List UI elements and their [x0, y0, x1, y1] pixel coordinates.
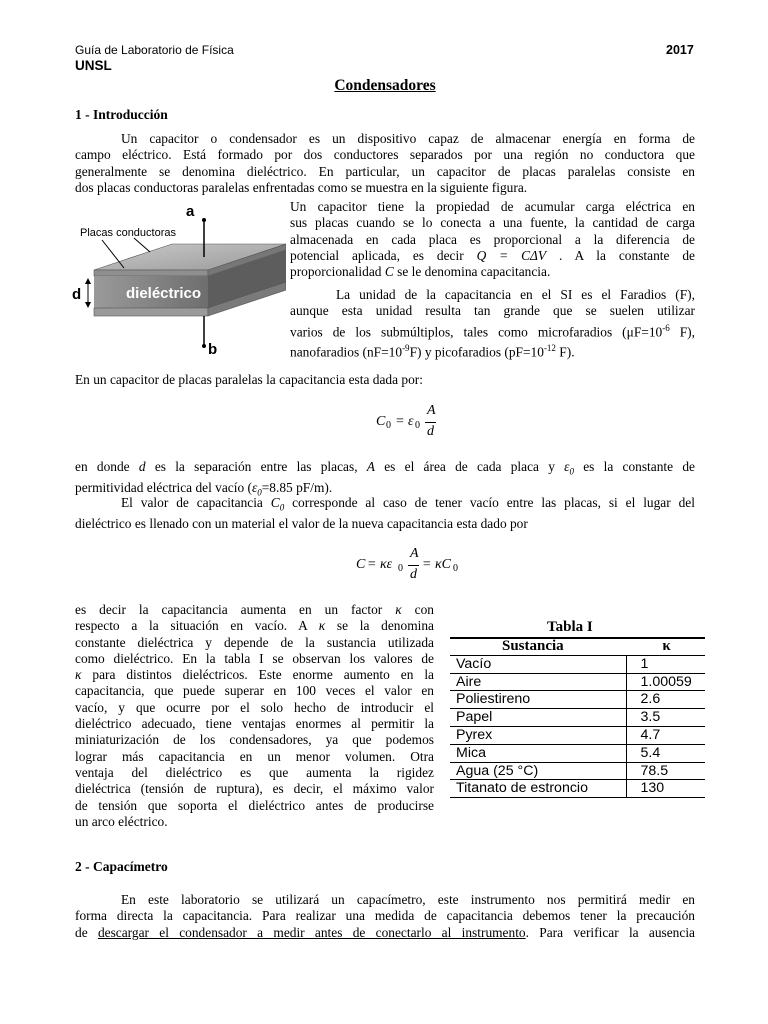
text-line: [75, 459, 695, 480]
text-line: almacenada en cada placa es proporcional a la diferencia de: [290, 231, 695, 247]
text-line: dieléctrico adecuado, tiene ventajas enormes al permitir la: [75, 716, 434, 732]
var-c0: [270, 495, 285, 513]
text-line: [75, 925, 695, 941]
label-b: b: [208, 341, 218, 358]
text-line: constante dieléctrica y depende de la sustancia utilizada: [75, 634, 434, 650]
formula-q-cdv: Q = CΔV: [476, 247, 547, 263]
cell-sustancia: Mica: [450, 744, 626, 762]
text-fragment: varios de los submúltiplos, tales como microfaradios (μF=10: [290, 324, 663, 340]
cell-kappa: 1: [640, 655, 649, 672]
text-fragment: es la separación entre las placas,: [154, 459, 358, 474]
var-epsilon0: [251, 479, 262, 498]
label-dielectric: dieléctrico: [126, 285, 202, 302]
dielectric-paragraph: [75, 495, 695, 532]
cell-kappa: 1.00059: [640, 673, 692, 690]
table-row: [450, 780, 705, 798]
c-symbol: C: [270, 495, 280, 510]
kappa-symbol: κ: [75, 667, 82, 683]
text-fragment: =8.85 pF/m).: [261, 479, 333, 495]
text-fragment: F).: [559, 344, 575, 360]
text-line: Un capacitor o condensador es un dispositivo capaz de almacenar energía en forma de: [121, 131, 695, 146]
kappa-paragraph: [75, 602, 434, 830]
header-institution: UNSL: [75, 58, 112, 73]
header-sustancia: Sustancia: [502, 638, 564, 654]
cell-kappa: 2.6: [640, 691, 661, 708]
text-fragment: F) y picofaradios (pF=10: [409, 344, 544, 360]
cell-kappa: 130: [640, 780, 665, 797]
text-fragment: para distintos dieléctricos. Este enorme aumento en la: [92, 667, 434, 683]
text-line: dos placas conductoras paralelas enfrentadas como se muestra en la siguiente figura.: [75, 179, 528, 195]
epsilon-sub: 0: [257, 487, 262, 498]
cell-sustancia: Aire: [450, 673, 626, 691]
eq2-rhs: = κC: [422, 557, 452, 572]
section-heading-intro: 1 - Introducción: [75, 107, 168, 122]
text-line: [290, 320, 695, 341]
text-line: sus placas cuando se lo conecta a una fuente, la cantidad de carga: [290, 215, 695, 231]
cell-kappa: 78.5: [640, 762, 669, 779]
text-line: un arco eléctrico.: [75, 813, 168, 829]
eq1-epsilon-sub: 0: [415, 420, 420, 431]
capacitance-paragraph: [290, 199, 695, 280]
text-fragment: proporcionalidad: [290, 264, 382, 280]
label-d: d: [72, 286, 82, 303]
kappa-symbol: κ: [395, 602, 402, 617]
underlined-warning: descargar el condensador a medir antes de conectarlo al instrumento: [97, 924, 526, 940]
table-row: [450, 691, 705, 709]
text-line: [290, 340, 695, 361]
text-fragment: nanofaradios (nF=10: [290, 344, 403, 360]
epsilon-symbol: ε: [251, 479, 258, 495]
cell-kappa: 4.7: [640, 726, 661, 743]
page-title: Condensadores: [334, 77, 436, 94]
capacitor-figure: [72, 200, 286, 358]
intro-paragraph: [75, 131, 695, 196]
text-line: dieléctrica (tensión de ruptura), es decir, el máximo valor: [75, 781, 434, 797]
text-fragment: El valor de capacitancia: [121, 495, 263, 510]
text-line: capacitancia, que puede superar en 100 veces el valor en: [75, 683, 434, 699]
table-row: [450, 709, 705, 727]
table-caption: Tabla I: [547, 619, 593, 635]
label-a: a: [186, 203, 195, 220]
terminal-a: [202, 218, 206, 222]
eq2-kappa-eps: = κε: [367, 557, 393, 572]
text-fragment: corresponde al caso de tener vacío entre las placas, si el lugar del: [292, 495, 695, 510]
text-fragment: es la constante de: [583, 459, 695, 474]
exponent: -9: [402, 343, 410, 354]
table-row: [450, 744, 705, 762]
text-fragment: se le denomina capacitancia.: [397, 264, 551, 280]
text-line: vacío, y que ocurre por el solo hecho de introducir el: [75, 699, 434, 715]
cell-sustancia: Poliestireno: [450, 691, 626, 709]
text-fragment: es el área de cada placa y: [384, 459, 555, 474]
text-fragment: . Para verificar la ausencia: [525, 924, 695, 940]
text-fragment: de: [75, 924, 88, 940]
text-fragment: en donde: [75, 459, 130, 474]
header-year: 2017: [666, 43, 694, 57]
cell-kappa: 3.5: [640, 709, 661, 726]
dielectric-table: [450, 638, 705, 798]
plate-pointer-upper: [134, 238, 150, 252]
eq2-rhs-sub: 0: [453, 563, 458, 574]
epsilon-symbol: ε: [564, 459, 570, 474]
units-paragraph: [290, 287, 695, 361]
eq2-lhs: C: [356, 557, 366, 572]
separation-arrowhead-up: [85, 278, 91, 284]
equation-c0: [376, 403, 446, 443]
cell-sustancia: Papel: [450, 709, 626, 727]
cell-sustancia: Agua (25 °C): [450, 762, 626, 780]
text-line: En este laboratorio se utilizará un capacímetro, este instrumento nos permitirá medir en: [121, 892, 695, 907]
text-line: [290, 264, 695, 280]
label-plates: Placas conductoras: [80, 227, 176, 239]
eq1-denominator: d: [427, 424, 434, 439]
equation-kappa: [356, 546, 466, 586]
cell-sustancia: Titanato de estroncio: [450, 780, 626, 798]
text-line-formula: [290, 248, 695, 264]
capacimetro-paragraph: [75, 892, 695, 941]
top-plate-front: [94, 270, 208, 276]
text-line: [75, 618, 434, 634]
text-line: generalmente se denomina dieléctrico. En particular, un capacitor de placas paralelas consiste en: [75, 163, 695, 179]
table-row: [450, 762, 705, 780]
text-line: [75, 495, 695, 516]
eq2-numerator: A: [410, 546, 419, 561]
text-fragment: permitividad eléctrica del vacío (: [75, 479, 252, 495]
header-kappa: κ: [662, 638, 671, 654]
separation-arrowhead-down: [85, 302, 91, 308]
table-row: [450, 673, 705, 691]
header-subtitle: Guía de Laboratorio de Física: [75, 43, 234, 57]
exponent: -6: [662, 322, 670, 333]
text-line: La unidad de la capacitancia en el SI es el Faradios (F),: [336, 287, 695, 302]
text-line: aunque esta unidad resulta tan grande que se suelen utilizar: [290, 303, 695, 319]
text-fragment: F),: [679, 324, 695, 340]
text-fragment: con: [414, 602, 434, 617]
exponent: -12: [543, 343, 556, 354]
text-line: miniaturización de los condensadores, ya que podemos: [75, 732, 434, 748]
eq1-lhs-sub: 0: [386, 420, 391, 431]
text-line: dieléctrico es llenado con un material el valor de la nueva capacitancia esta dado por: [75, 515, 528, 531]
bottom-plate-front: [94, 308, 208, 316]
c-sub: 0: [279, 502, 285, 513]
var-epsilon0: [564, 459, 574, 477]
kappa-symbol: κ: [318, 618, 326, 634]
text-fragment: respecto a la situación en vacío. A: [75, 618, 308, 634]
text-line: ventaja del dieléctrico es que aumenta la rigidez: [75, 764, 434, 780]
epsilon-sub: 0: [569, 466, 574, 477]
eq2-fraction-bar: [408, 565, 419, 566]
text-line: lograr más capacitancia en un menor volumen. Otra: [75, 748, 434, 764]
table-row: [450, 655, 705, 673]
text-line: Un capacitor tiene la propiedad de acumular carga eléctrica en: [290, 199, 695, 214]
text-line: de tensión que soporta el dieléctrico antes de producirse: [75, 797, 434, 813]
text-fragment: potencial aplicada, es decir: [290, 247, 464, 263]
terminal-b: [202, 344, 206, 348]
var-d: d: [138, 459, 146, 474]
text-line: forma directa la capacitancia. Para realizar una medida de capacitancia debemos tener la precaución: [75, 908, 695, 924]
cell-sustancia: Pyrex: [450, 726, 626, 744]
eq1-equals: =: [396, 414, 404, 429]
eq1-lhs: C: [376, 414, 386, 429]
table-row: [450, 726, 705, 744]
text-line: [75, 667, 434, 683]
eq1-epsilon: ε: [408, 414, 414, 429]
text-line: como dieléctrico. En la tabla I se observan los valores de: [75, 650, 434, 666]
table-header-row: [450, 638, 705, 655]
text-fragment: es decir la capacitancia aumenta en un factor: [75, 602, 383, 617]
var-a: A: [366, 459, 375, 474]
cell-kappa: 5.4: [640, 744, 661, 761]
eq1-numerator: A: [427, 403, 436, 418]
eq2-denominator: d: [410, 567, 417, 582]
cell-sustancia: Vacío: [450, 655, 626, 673]
parallel-plate-intro: En un capacitor de placas paralelas la capacitancia esta dada por:: [75, 372, 423, 387]
text-fragment: . A la constante de: [558, 247, 695, 263]
section-heading-capacimetro: 2 - Capacímetro: [75, 859, 168, 874]
eq1-fraction-bar: [425, 422, 436, 423]
eq2-eps-sub: 0: [398, 563, 403, 574]
text-line: campo eléctrico. Está formado por dos conductores separados por una región no conductora que: [75, 147, 695, 163]
text-fragment: se la denomina: [336, 618, 434, 634]
text-line: [75, 602, 434, 618]
var-c: C: [384, 264, 394, 280]
